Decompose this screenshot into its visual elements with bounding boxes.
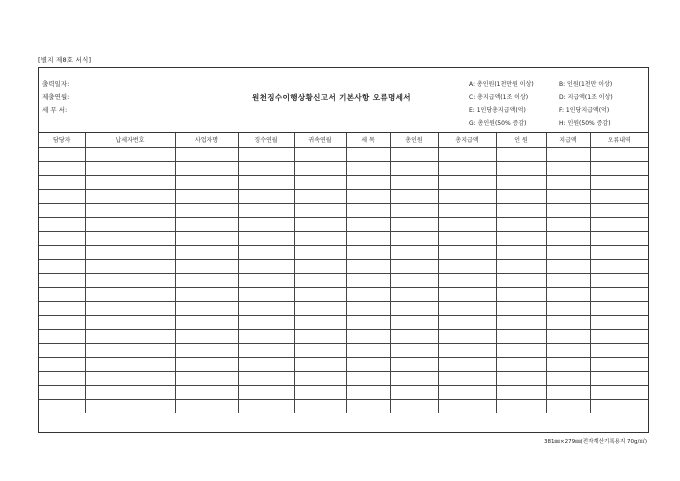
table-cell (438, 329, 496, 343)
table-cell (39, 357, 85, 371)
table-cell (438, 273, 496, 287)
table-cell (590, 371, 648, 385)
table-cell (390, 287, 438, 301)
table-cell (590, 161, 648, 175)
table-cell (390, 189, 438, 203)
table-row (39, 147, 648, 161)
table-cell (590, 315, 648, 329)
table-cell (496, 161, 546, 175)
table-cell (546, 147, 590, 161)
table-cell (590, 231, 648, 245)
table-cell (438, 371, 496, 385)
table-cell (546, 203, 590, 217)
table-cell (546, 371, 590, 385)
table-cell (590, 287, 648, 301)
table-cell (294, 287, 346, 301)
table-cell (39, 301, 85, 315)
table-cell (85, 203, 175, 217)
table-cell (294, 189, 346, 203)
table-cell (39, 175, 85, 189)
table-cell (438, 203, 496, 217)
table-cell (438, 357, 496, 371)
table-cell (294, 343, 346, 357)
table-cell (294, 175, 346, 189)
table-cell (39, 399, 85, 413)
table-cell (175, 161, 238, 175)
table-cell (175, 203, 238, 217)
table-cell (238, 217, 294, 231)
table-cell (496, 357, 546, 371)
table-cell (546, 287, 590, 301)
error-code-b: B: 인원(1천만 이상) (559, 81, 613, 88)
table-cell (39, 161, 85, 175)
table-row (39, 399, 648, 413)
table-cell (175, 231, 238, 245)
table-cell (390, 217, 438, 231)
table-cell (238, 161, 294, 175)
table-cell (175, 343, 238, 357)
table-row (39, 245, 648, 259)
table-cell (238, 287, 294, 301)
table-cell (346, 329, 390, 343)
table-cell (438, 231, 496, 245)
col-header-tax-item: 세 목 (346, 133, 390, 147)
table-cell (496, 231, 546, 245)
table-row (39, 343, 648, 357)
table-cell (546, 161, 590, 175)
table-row (39, 329, 648, 343)
table-cell (85, 189, 175, 203)
table-cell (175, 399, 238, 413)
table-row (39, 217, 648, 231)
col-header-manager: 담당자 (39, 133, 85, 147)
table-cell (85, 357, 175, 371)
table-cell (546, 343, 590, 357)
table-cell (546, 217, 590, 231)
table-cell (294, 147, 346, 161)
error-code-row (469, 91, 613, 104)
table-cell (294, 161, 346, 175)
table-row (39, 301, 648, 315)
table-row (39, 315, 648, 329)
table-cell (390, 357, 438, 371)
table-cell (390, 385, 438, 399)
table-cell (238, 399, 294, 413)
print-date-label: 출력일자: (42, 80, 70, 88)
table-cell (546, 175, 590, 189)
col-header-collection-month: 징수연월 (238, 133, 294, 147)
table-cell (294, 203, 346, 217)
report-meta (42, 78, 69, 117)
table-cell (590, 357, 648, 371)
report-header (39, 68, 648, 133)
table-cell (590, 273, 648, 287)
table-cell (496, 273, 546, 287)
table-row (39, 203, 648, 217)
table-cell (546, 189, 590, 203)
table-row (39, 189, 648, 203)
error-detail-table (39, 133, 648, 413)
table-cell (39, 273, 85, 287)
table-row (39, 231, 648, 245)
table-cell (590, 147, 648, 161)
table-cell (496, 329, 546, 343)
table-cell (294, 315, 346, 329)
table-cell (546, 329, 590, 343)
table-cell (346, 315, 390, 329)
table-cell (238, 273, 294, 287)
table-cell (438, 147, 496, 161)
table-cell (390, 175, 438, 189)
table-cell (390, 231, 438, 245)
table-cell (438, 385, 496, 399)
error-code-c: C: 총지급액(1조 이상) (469, 94, 529, 101)
table-cell (175, 273, 238, 287)
table-cell (85, 259, 175, 273)
table-cell (39, 343, 85, 357)
error-code-row (469, 117, 613, 130)
table-cell (390, 203, 438, 217)
table-cell (294, 217, 346, 231)
table-cell (346, 259, 390, 273)
table-cell (346, 273, 390, 287)
table-cell (496, 343, 546, 357)
table-cell (390, 329, 438, 343)
table-cell (85, 245, 175, 259)
table-cell (346, 203, 390, 217)
table-cell (85, 343, 175, 357)
table-cell (346, 245, 390, 259)
table-cell (175, 175, 238, 189)
table-cell (390, 259, 438, 273)
table-cell (438, 161, 496, 175)
table-cell (438, 399, 496, 413)
table-cell (39, 189, 85, 203)
table-cell (496, 259, 546, 273)
col-header-persons: 인 원 (496, 133, 546, 147)
table-cell (496, 203, 546, 217)
table-cell (390, 343, 438, 357)
table-cell (175, 259, 238, 273)
error-code-legend (469, 78, 613, 130)
table-cell (175, 315, 238, 329)
table-cell (238, 175, 294, 189)
col-header-taxpayer-number: 납세자번호 (85, 133, 175, 147)
table-row (39, 371, 648, 385)
table-cell (438, 287, 496, 301)
table-cell (39, 371, 85, 385)
col-header-payment: 지급액 (546, 133, 590, 147)
table-cell (175, 329, 238, 343)
table-cell (346, 231, 390, 245)
table-cell (496, 217, 546, 231)
table-cell (39, 245, 85, 259)
table-cell (85, 147, 175, 161)
table-cell (346, 287, 390, 301)
table-cell (546, 259, 590, 273)
table-cell (85, 231, 175, 245)
table-cell (496, 189, 546, 203)
table-cell (346, 147, 390, 161)
table-cell (546, 301, 590, 315)
table-cell (390, 273, 438, 287)
table-cell (346, 161, 390, 175)
table-cell (85, 385, 175, 399)
table-cell (496, 371, 546, 385)
table-cell (590, 301, 648, 315)
table-cell (346, 217, 390, 231)
error-code-row (469, 104, 613, 117)
table-cell (390, 245, 438, 259)
col-header-total-persons: 총인원 (390, 133, 438, 147)
table-cell (85, 399, 175, 413)
table-cell (546, 385, 590, 399)
table-cell (39, 203, 85, 217)
table-row (39, 161, 648, 175)
error-code-g: G: 총인원(50% 증감) (469, 120, 527, 127)
table-cell (294, 273, 346, 287)
table-cell (39, 217, 85, 231)
table-cell (85, 161, 175, 175)
error-code-h: H: 인원(50% 증감) (559, 120, 611, 127)
table-cell (39, 231, 85, 245)
table-cell (294, 231, 346, 245)
table-cell (238, 231, 294, 245)
table-cell (438, 301, 496, 315)
table-cell (39, 147, 85, 161)
table-cell (546, 231, 590, 245)
table-cell (496, 315, 546, 329)
table-cell (294, 259, 346, 273)
table-cell (238, 189, 294, 203)
table-cell (346, 399, 390, 413)
table-cell (238, 147, 294, 161)
col-header-business-name: 사업자명 (175, 133, 238, 147)
table-cell (390, 147, 438, 161)
table-cell (346, 175, 390, 189)
table-cell (238, 385, 294, 399)
report-frame (38, 67, 649, 433)
table-cell (238, 203, 294, 217)
table-cell (238, 301, 294, 315)
table-cell (85, 217, 175, 231)
table-cell (85, 287, 175, 301)
table-cell (546, 273, 590, 287)
error-code-row (469, 78, 613, 91)
table-cell (294, 301, 346, 315)
table-row (39, 385, 648, 399)
paper-spec-footnote: 381㎜×279㎜(전자계산기록용지 70g/㎡) (544, 439, 647, 445)
table-cell (85, 371, 175, 385)
table-cell (438, 245, 496, 259)
table-row (39, 175, 648, 189)
table-cell (85, 301, 175, 315)
table-cell (390, 315, 438, 329)
table-cell (438, 259, 496, 273)
table-cell (294, 245, 346, 259)
table-cell (175, 371, 238, 385)
table-cell (39, 315, 85, 329)
table-row (39, 273, 648, 287)
error-code-e: E: 1인당총지급액(억) (469, 107, 526, 114)
table-cell (85, 329, 175, 343)
table-cell (590, 259, 648, 273)
table-cell (590, 343, 648, 357)
table-cell (546, 315, 590, 329)
table-cell (390, 301, 438, 315)
submission-month-label: 제출연월: (42, 93, 70, 101)
table-cell (175, 385, 238, 399)
form-number-label: [별지 제8호 서식] (38, 56, 92, 64)
table-cell (590, 189, 648, 203)
report-title: 원천징수이행상황신고서 기본사항 오류명세서 (252, 93, 411, 102)
error-code-d: D: 지급액(1조 이상) (559, 94, 613, 101)
table-cell (238, 329, 294, 343)
table-cell (496, 287, 546, 301)
table-cell (590, 203, 648, 217)
table-header-row (39, 133, 648, 147)
table-cell (496, 385, 546, 399)
table-cell (590, 329, 648, 343)
table-cell (238, 245, 294, 259)
table-cell (496, 147, 546, 161)
table-body (39, 147, 648, 413)
table-cell (175, 217, 238, 231)
table-cell (238, 357, 294, 371)
table-cell (546, 357, 590, 371)
table-cell (294, 357, 346, 371)
table-cell (175, 189, 238, 203)
table-cell (294, 371, 346, 385)
table-cell (85, 315, 175, 329)
table-cell (546, 399, 590, 413)
table-cell (346, 357, 390, 371)
error-code-f: F: 1인당지급액(억) (559, 107, 610, 114)
table-cell (85, 273, 175, 287)
table-cell (438, 217, 496, 231)
table-cell (346, 371, 390, 385)
table-cell (590, 385, 648, 399)
table-cell (590, 217, 648, 231)
table-cell (590, 175, 648, 189)
table-cell (438, 315, 496, 329)
table-cell (590, 399, 648, 413)
table-cell (390, 399, 438, 413)
tax-office-label: 세 무 서: (42, 106, 68, 114)
table-cell (496, 301, 546, 315)
table-cell (346, 343, 390, 357)
table-cell (438, 175, 496, 189)
table-cell (496, 175, 546, 189)
table-cell (390, 161, 438, 175)
table-cell (590, 245, 648, 259)
col-header-attribution-month: 귀속연월 (294, 133, 346, 147)
table-row (39, 357, 648, 371)
table-cell (346, 385, 390, 399)
table-cell (175, 147, 238, 161)
table-cell (85, 175, 175, 189)
table-cell (175, 301, 238, 315)
table-cell (238, 259, 294, 273)
table-cell (346, 301, 390, 315)
table-cell (238, 343, 294, 357)
table-cell (546, 245, 590, 259)
error-code-a: A: 총인원(1천만원 이상) (469, 81, 534, 88)
table-cell (175, 287, 238, 301)
table-cell (238, 315, 294, 329)
table-cell (175, 357, 238, 371)
table-cell (294, 329, 346, 343)
table-cell (438, 343, 496, 357)
table-row (39, 259, 648, 273)
table-cell (294, 385, 346, 399)
table-cell (175, 245, 238, 259)
table-cell (438, 189, 496, 203)
table-row (39, 287, 648, 301)
col-header-total-payment: 총지급액 (438, 133, 496, 147)
col-header-error-details: 오류내역 (590, 133, 648, 147)
table-cell (346, 189, 390, 203)
table-cell (294, 399, 346, 413)
table-cell (39, 385, 85, 399)
table-cell (238, 371, 294, 385)
table-cell (39, 259, 85, 273)
table-cell (496, 399, 546, 413)
table-cell (496, 245, 546, 259)
table-cell (39, 329, 85, 343)
table-cell (39, 287, 85, 301)
table-cell (390, 371, 438, 385)
